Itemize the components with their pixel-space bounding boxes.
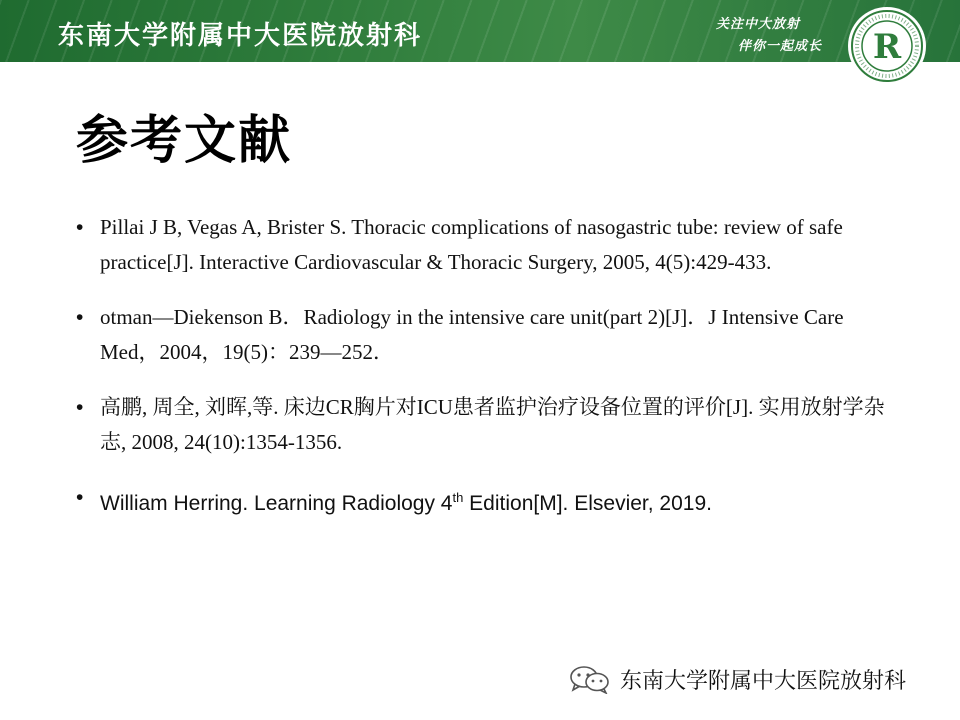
reference-superscript: th [452, 490, 464, 505]
reference-item-1 [76, 210, 896, 280]
bullet-icon: • [76, 486, 84, 509]
slogan-line-1: 关注中大放射 [716, 17, 801, 32]
reference-item-2 [76, 300, 896, 370]
bullet-icon: • [76, 396, 84, 419]
logo-letter: R [872, 27, 902, 67]
reference-list [76, 210, 896, 541]
reference-text-main: William Herring. Learning Radiology 4 [100, 492, 453, 515]
reference-text: Pillai J B, Vegas A, Brister S. Thoracic complications of nasogastric tube: review of safe practice[J]. Interactive Cardiovascular & Thoracic Surgery, 2005, 4(5):429-433. [100, 215, 843, 274]
reference-text: 高鹏, 周全, 刘晖,等. 床边CR胸片对ICU患者监护治疗设备位置的评价[J]. 实用放射学杂志, 2008, 24(10):1354-1356. [100, 395, 885, 454]
footer-watermark [568, 662, 906, 696]
reference-text: otman—Diekenson B．Radiology in the intensive care unit(part 2)[J]．J Intensive Care Med，2004，19(5)：239—252． [100, 305, 844, 364]
reference-item-4 [76, 480, 896, 521]
slide-heading: 参考文献 [76, 111, 293, 171]
bullet-icon: • [76, 216, 84, 239]
footer-text: 东南大学附属中大医院放射科 [620, 668, 907, 694]
bullet-icon: • [76, 306, 84, 329]
slogan-line-2: 伴你一起成长 [738, 39, 823, 54]
reference-item-3 [76, 390, 896, 460]
reference-text-tail: Edition[M]. Elsevier, 2019. [463, 492, 712, 515]
hospital-logo-icon [847, 6, 927, 86]
header-banner [0, 0, 960, 62]
wechat-icon [568, 664, 612, 694]
banner-title: 东南大学附属中大医院放射科 [58, 21, 423, 51]
